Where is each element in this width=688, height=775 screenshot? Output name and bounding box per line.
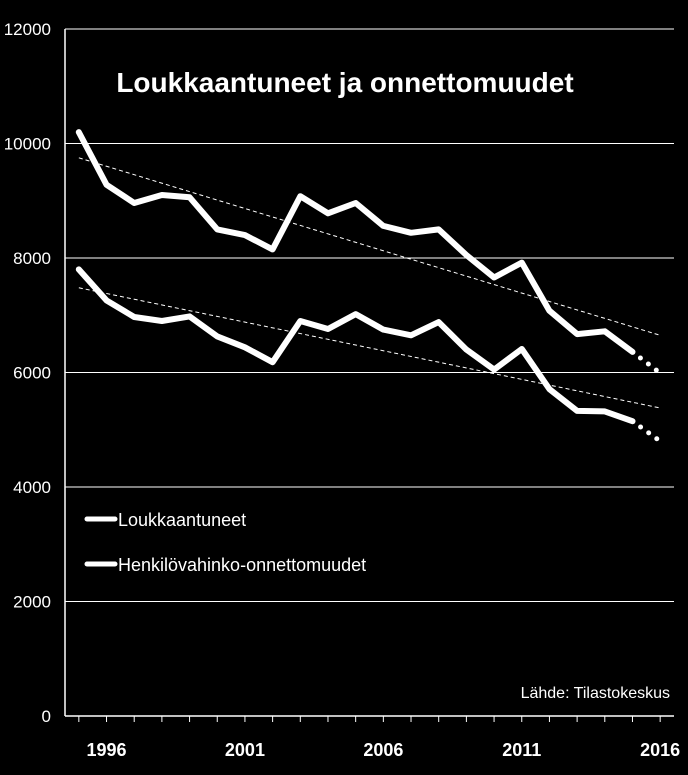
x-tick-label-2016: 2016 <box>640 740 681 760</box>
source-note: Lähde: Tilastokeskus <box>520 685 670 702</box>
chart-title: Loukkaantuneet ja onnettomuudet <box>116 67 574 98</box>
legend-label-loukkaantuneet: Loukkaantuneet <box>118 510 247 530</box>
y-tick-label-8000: 8000 <box>13 249 51 268</box>
y-tick-label-2000: 2000 <box>13 592 51 612</box>
y-tick-label-0: 0 <box>41 707 51 726</box>
y-tick-label-6000: 6000 <box>13 363 51 383</box>
x-tick-label-2006: 2006 <box>363 740 404 760</box>
legend-label-henkilovahinko: Henkilövahinko-onnettomuudet <box>118 555 367 575</box>
y-tick-label-10000: 10000 <box>3 134 51 154</box>
y-tick-label-12000: 12000 <box>3 20 51 39</box>
y-tick-label-4000: 4000 <box>13 478 51 497</box>
x-tick-label-2011: 2011 <box>502 740 542 760</box>
x-tick-label-2001: 2001 <box>224 740 265 760</box>
x-tick-label-1996: 1996 <box>86 740 127 760</box>
